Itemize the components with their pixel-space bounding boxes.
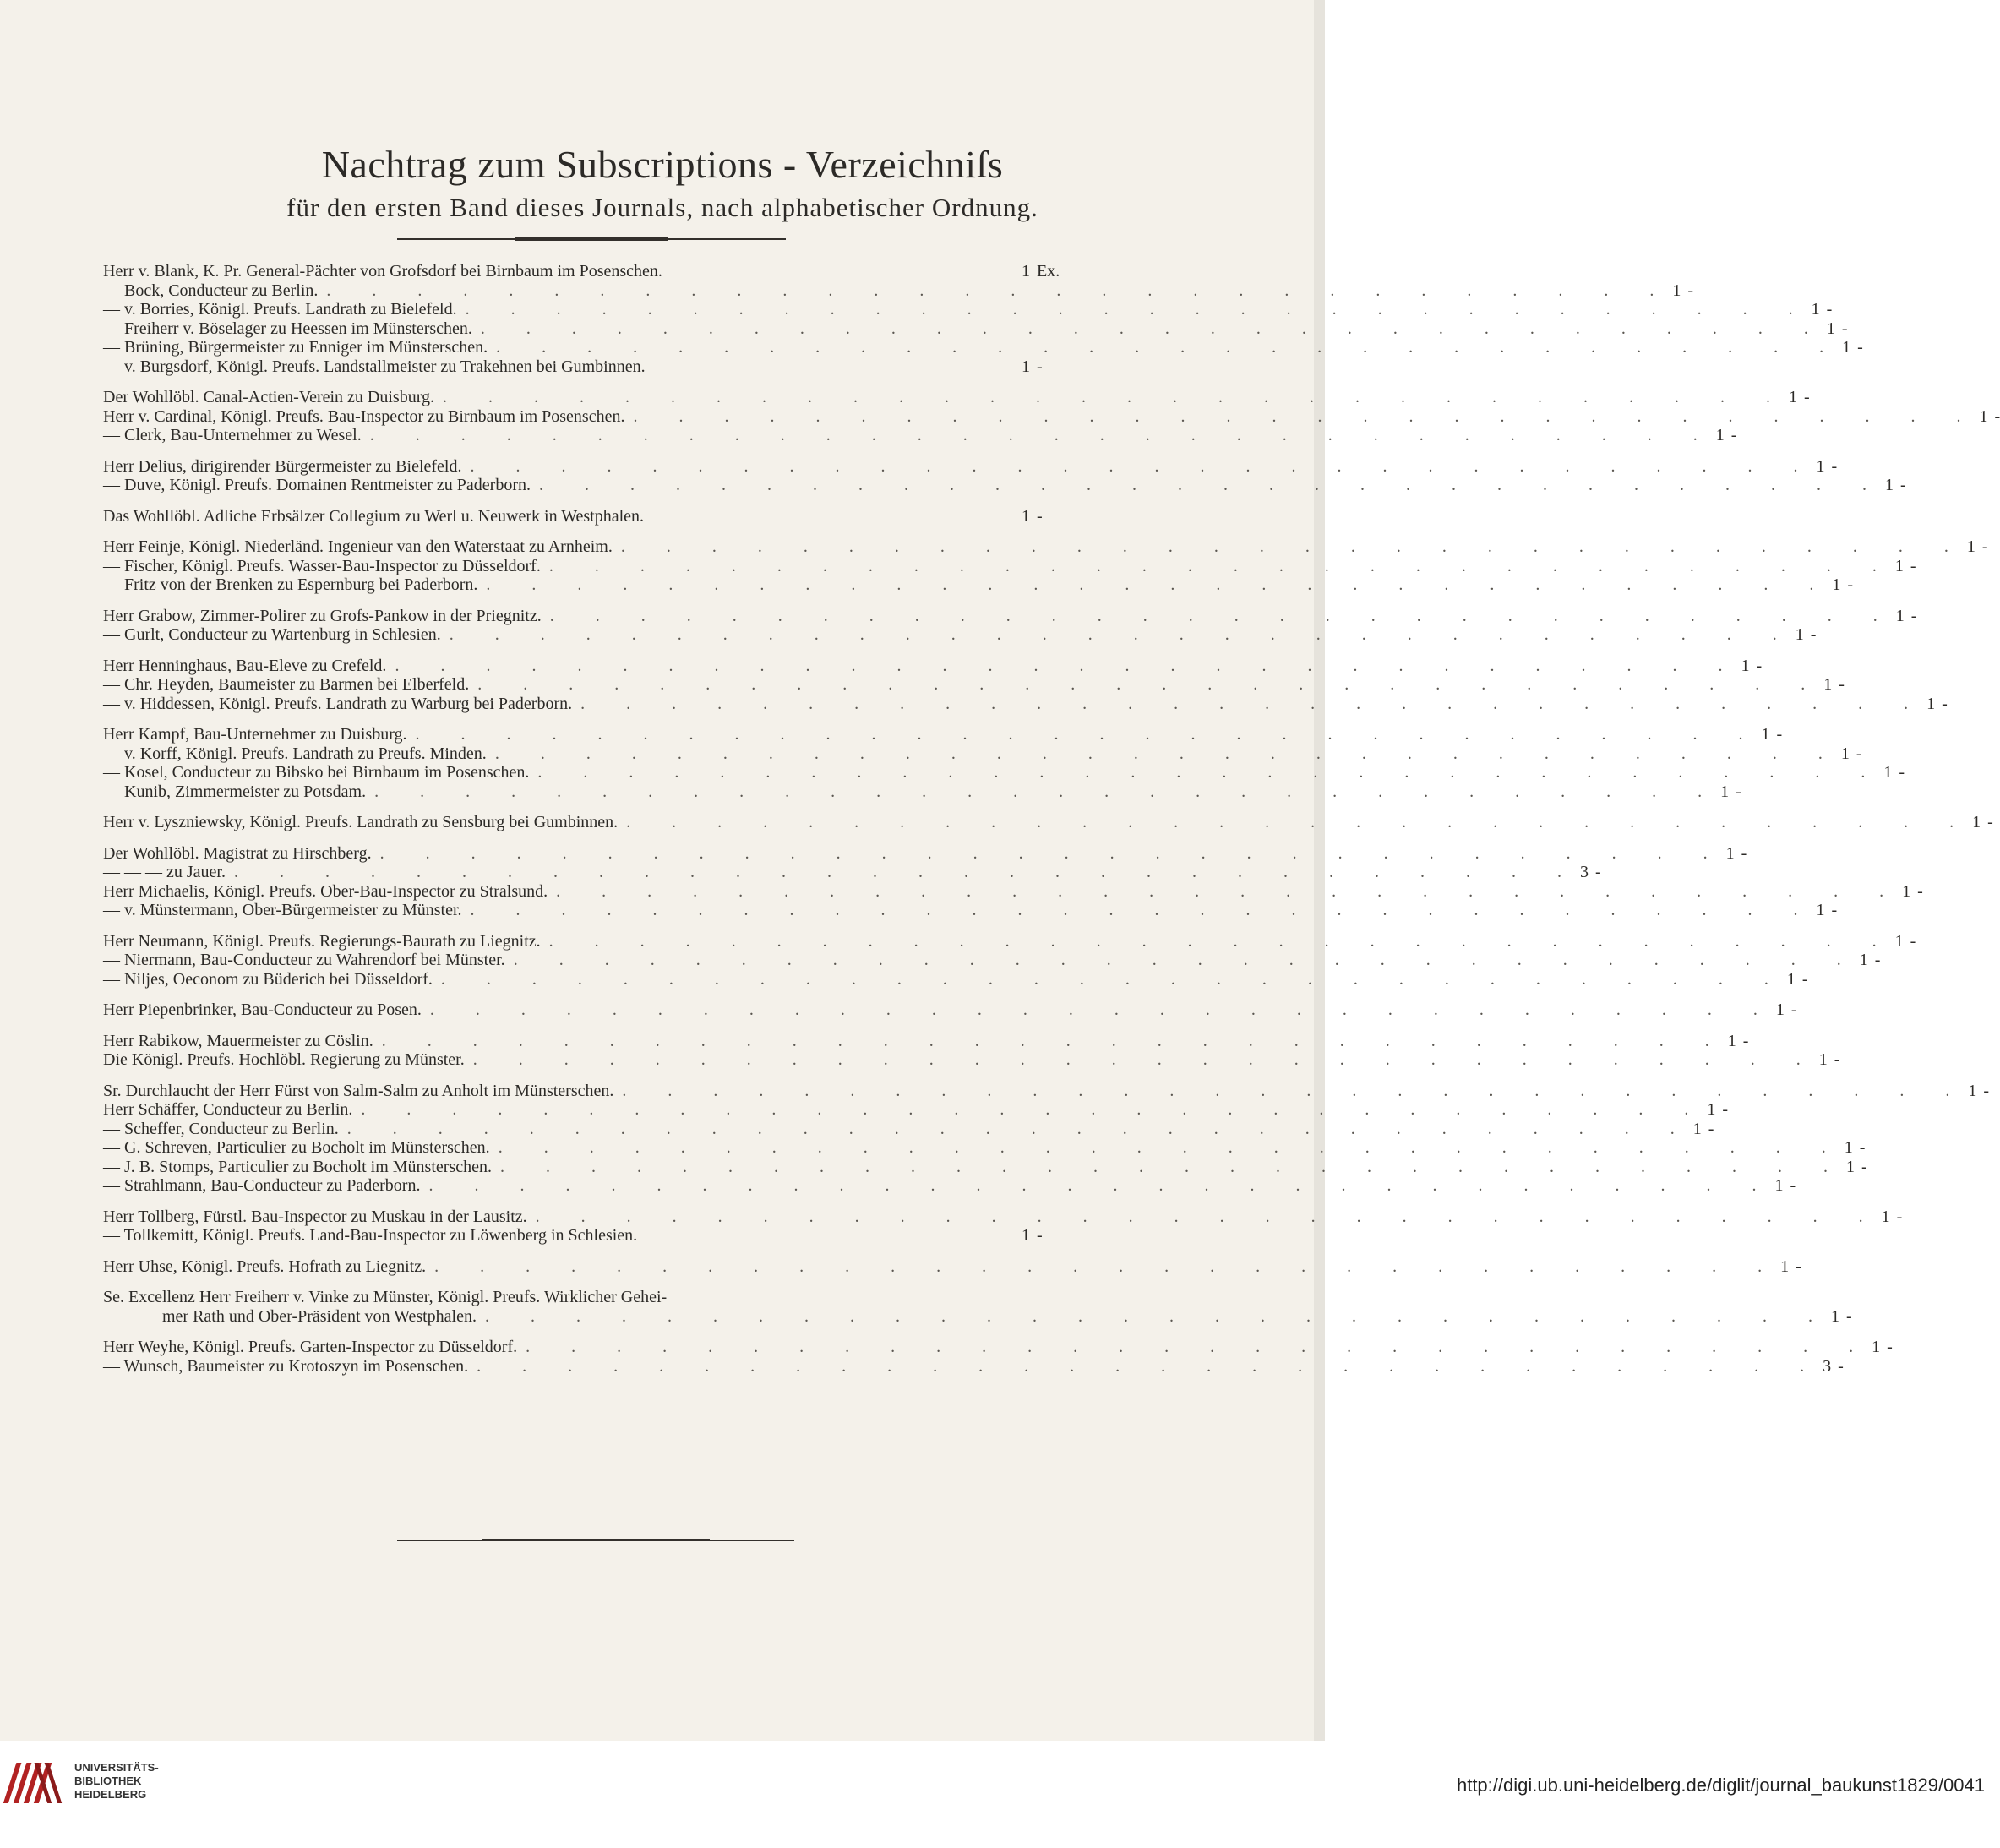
entry-group xyxy=(103,656,1948,714)
copy-count: 1 xyxy=(1830,1306,1839,1326)
entry-text: — Brüning, Bürgermeister zu Enniger im Münsterschen. xyxy=(103,338,488,357)
copy-count: 1 xyxy=(1022,506,1030,526)
copy-unit: - xyxy=(1037,1226,1043,1245)
source-url-link[interactable]: http://digi.ub.uni-heidelberg.de/diglit/journal_baukunst1829/0041 xyxy=(1456,1774,1985,1796)
leader-dots: . . . . . . . . . . . . . . . . . . . . . . . . . . . . . . xyxy=(484,1306,1831,1326)
subscriber-entry xyxy=(103,782,1741,802)
entry-text: — Fritz von der Brenken zu Espernburg bei Paderborn. xyxy=(103,575,478,594)
copy-unit: - xyxy=(1776,725,1783,744)
entry-text: — — — zu Jauer. xyxy=(103,863,226,881)
copy-unit: - xyxy=(1834,1050,1840,1069)
leader-dots: . . . . . . . . . . . . . . . . . . . . . . . . . . . . . . xyxy=(556,881,1903,901)
entry-text: — Bock, Conducteur zu Berlin. xyxy=(103,281,319,300)
leader-dots: . . . . . . . . . . . . . . . . . . . . . . . . . . . . . . xyxy=(626,813,1973,831)
entry-text: Herr Delius, dirigirender Bürgermeister zu Bielefeld. xyxy=(103,456,462,476)
entry-text: — Wunsch, Baumeister zu Krotoszyn im Posenschen. xyxy=(103,1356,469,1376)
entry-text: — v. Burgsdorf, Königl. Preufs. Landstallmeister zu Trakehnen bei Gumbinnen. xyxy=(103,357,646,376)
entry-text: — G. Schreven, Particulier zu Bocholt im Münsterschen. xyxy=(103,1138,490,1157)
copy-unit: - xyxy=(1790,1000,1797,1019)
leader-dots: . . . . . . . . . . . . . . . . . . . . . . . . . . . . . . xyxy=(548,931,1895,951)
subscriber-entry xyxy=(103,456,1838,477)
leader-dots: . . . . . . . . . . . . . . . . . . . . . . . . . . . . . . xyxy=(434,1257,1781,1276)
copy-count: 1 xyxy=(1872,1338,1881,1356)
footer-bar xyxy=(0,1741,1325,1848)
subscriber-entry xyxy=(103,357,1071,377)
copy-count: 1 xyxy=(1894,931,1904,951)
copy-count: 1 xyxy=(1725,843,1735,863)
copy-count: 1 xyxy=(1859,951,1868,969)
copy-count: 1 xyxy=(1926,694,1936,713)
subscriber-entry xyxy=(103,262,1071,281)
copy-unit: - xyxy=(1838,1356,1844,1376)
subscriber-entry xyxy=(103,300,1833,319)
leader-dots: . . . . . . . . . . . . . . . . . . . . . . . . . . . . . . xyxy=(472,1050,1819,1069)
entry-text: — Chr. Heyden, Baumeister zu Barmen bei Elberfeld. xyxy=(103,675,470,694)
copy-unit: - xyxy=(1742,1031,1749,1050)
entry-text: — Gurlt, Conducteur zu Wartenburg in Schlesien. xyxy=(103,625,441,644)
copy-unit: - xyxy=(1994,406,2000,426)
entry-text: Herr Michaelis, Königl. Preufs. Ober-Bau-Inspector zu Stralsund. xyxy=(103,881,548,901)
copy-count: 1 xyxy=(1979,406,1988,426)
leader-dots: . . . . . . . . . . . . . . . . . . . . . . . . . . . . . . xyxy=(480,319,1827,338)
subscriber-entry xyxy=(103,1081,1990,1101)
copy-unit: - xyxy=(1847,575,1854,594)
subscriber-entry xyxy=(103,969,1808,989)
leader-dots: . . . . . . . . . . . . . . . . . . . . . . . . . . . . . . xyxy=(513,951,1860,969)
copy-count: 1 xyxy=(1844,1138,1853,1157)
copy-count: 1 xyxy=(1022,1226,1030,1245)
subscriber-entry xyxy=(103,1157,1867,1177)
copy-unit: - xyxy=(1810,625,1817,644)
leader-dots: . . . . . . . . . . . . . . . . . . . . . . . . . . . . . . xyxy=(381,1031,1728,1050)
leader-dots: . . . . . . . . . . . . . . . . . . . . . . . . . . . . . . xyxy=(535,1207,1882,1226)
subscriber-entry xyxy=(103,863,1601,882)
leader-dots: . . . . . . . . . . . . . . . . . . . . . . . . . . . . . . xyxy=(526,1338,1872,1356)
subscriber-entry xyxy=(103,725,1783,744)
leader-dots: . . . . . . . . . . . . . . . . . . . . . . . . . . . . . . xyxy=(379,843,1726,863)
subscriber-entry xyxy=(103,338,1863,357)
leader-dots: . . . . . . . . . . . . . . . . . . . . . . . . . . . . . . xyxy=(415,725,1762,744)
entry-text: — v. Korff, Königl. Preufs. Landrath zu Preufs. Minden. xyxy=(103,744,487,763)
copy-unit: - xyxy=(1790,1176,1796,1195)
leader-dots: . . . . . . . . . . . . . . . . . . . . . . . . . . . . . . xyxy=(374,782,1721,801)
library-name-line: BIBLIOTHEK xyxy=(74,1774,142,1787)
entry-group xyxy=(103,262,1863,376)
subscriber-entry xyxy=(103,763,1905,782)
copy-count: 3 xyxy=(1579,863,1589,881)
entry-text: — Kunib, Zimmermeister zu Potsdam. xyxy=(103,782,367,801)
entry-text: — Niermann, Bau-Conducteur zu Wahrendorf bei Münster. xyxy=(103,951,505,969)
entry-text: — Scheffer, Conducteur zu Berlin. xyxy=(103,1119,339,1138)
copy-count: 1 xyxy=(1840,744,1850,763)
leader-dots: . . . . . . . . . . . . . . . . . . . . . . . . . . . . . . xyxy=(486,575,1833,594)
copy-count: 1 xyxy=(1780,1257,1790,1276)
library-name xyxy=(74,1761,159,1802)
library-name-line: UNIVERSITÄTS- xyxy=(74,1761,159,1774)
copy-unit: - xyxy=(1594,863,1601,881)
page-subtitle: für den ersten Band dieses Journals, nach alphabetischer Ordnung. xyxy=(286,193,1038,222)
copy-unit: - xyxy=(1899,763,1905,782)
copy-count: 1 xyxy=(1786,969,1796,989)
entry-text: Herr Tollberg, Fürstl. Bau-Inspector zu Muskau in der Lausitz. xyxy=(103,1207,527,1226)
copy-unit: - xyxy=(1845,1306,1852,1326)
copy-unit: - xyxy=(1804,388,1810,406)
copy-unit: - xyxy=(1741,843,1747,863)
entry-group xyxy=(103,1288,1852,1326)
subscriber-entry xyxy=(103,476,1906,495)
subscriber-entry xyxy=(103,507,1071,526)
copy-unit: - xyxy=(1831,456,1838,476)
copy-unit: - xyxy=(1722,1100,1729,1119)
copy-unit: - xyxy=(1900,476,1906,494)
subscriber-entry xyxy=(103,537,1988,557)
subscriber-entry xyxy=(103,951,1881,970)
subscriber-entry xyxy=(103,656,1763,676)
copy-unit: - xyxy=(1841,319,1848,338)
leader-dots: . . . . . . . . . . . . . . . . . . . . . . . . . . . . . . xyxy=(470,456,1817,476)
entry-group xyxy=(103,1257,1801,1277)
copy-count: 1 xyxy=(1968,1081,1977,1100)
subscriber-entry xyxy=(103,1226,1071,1246)
copy-count: 1 xyxy=(1881,1207,1890,1226)
entry-text: Herr Kampf, Bau-Unternehmer zu Duisburg. xyxy=(103,725,407,744)
leader-dots: . . . . . . . . . . . . . . . . . . . . . . . . . . . . . . xyxy=(498,1138,1845,1157)
leader-dots: . . . . . . . . . . . . . . . . . . . . . . . . . . . . . . xyxy=(465,300,1812,319)
subscriber-entry xyxy=(103,1176,1796,1196)
entry-group xyxy=(103,1207,1903,1246)
copy-unit: - xyxy=(1839,675,1845,694)
entry-group xyxy=(103,1338,1893,1376)
copy-count: 1 xyxy=(1823,675,1833,694)
copy-unit: - xyxy=(1910,606,1917,625)
leader-dots: . . . . . . . . . . . . . . . . . . . . . . . . . . . . . . xyxy=(326,281,1673,300)
leader-dots: . . . . . . . . . . . . . . . . . . . . . . . . . . . . . . xyxy=(633,406,1980,426)
entry-group xyxy=(103,813,1993,832)
entry-group xyxy=(103,1031,1840,1070)
subscriber-entry xyxy=(103,1257,1801,1277)
subscriber-entry xyxy=(103,426,1737,445)
leader-dots: . . . . . . . . . . . . . . . . . . . . . . . . . . . . . . xyxy=(361,1100,1708,1119)
copy-count: 1 xyxy=(1966,537,1975,556)
leader-dots: . . . . . . . . . . . . . . . . . . . . . . . . . . . . . . xyxy=(620,537,1967,556)
entry-text: Herr Neumann, Königl. Preufs. Regierungs-Baurath zu Liegnitz. xyxy=(103,931,541,951)
subscriber-entry xyxy=(103,1138,1866,1158)
leader-dots: . . . . . . . . . . . . . . . . . . . . . . . . . . . . . . xyxy=(470,901,1817,919)
entry-text: — Tollkemitt, Königl. Preufs. Land-Bau-Inspector zu Löwenberg in Schlesien. xyxy=(103,1226,638,1245)
entry-group xyxy=(103,456,1906,495)
leader-dots: . . . . . . . . . . . . . . . . . . . . . . . . . . . . . . xyxy=(549,606,1896,625)
copy-count: 1 xyxy=(1885,476,1894,494)
subscriber-entry xyxy=(103,1050,1840,1070)
entry-text: Herr Rabikow, Mauermeister zu Cöslin. xyxy=(103,1031,373,1050)
entry-text: — Clerk, Bau-Unternehmer zu Wesel. xyxy=(103,426,362,444)
copy-unit: - xyxy=(1859,1138,1866,1157)
leader-dots: . . . . . . . . . . . . . . . . . . . . . . . . . . . . . . xyxy=(539,476,1886,494)
subscriber-entry xyxy=(103,625,1817,645)
entry-text: Herr Grabow, Zimmer-Polirer zu Grofs-Pankow in der Priegnitz. xyxy=(103,606,542,625)
copy-unit: - xyxy=(1730,426,1737,444)
copy-count: 1 xyxy=(1883,763,1893,782)
copy-unit: - xyxy=(1987,813,1993,831)
leader-dots: . . . . . . . . . . . . . . . . . . . . . . . . . . . . . . xyxy=(395,656,1741,675)
entry-group xyxy=(103,725,1905,801)
copy-count: 1 xyxy=(1895,606,1905,625)
leader-dots: . . . . . . . . . . . . . . . . . . . . . . . . . . . . . . xyxy=(346,1119,1693,1138)
copy-count: 1 xyxy=(1720,782,1730,801)
subscriber-entry xyxy=(103,675,1845,695)
leader-dots: . . . . . . . . . . . . . . . . . . . . . . . . . . . . . . xyxy=(580,694,1927,713)
subscriber-list xyxy=(103,262,2000,1387)
copy-count: 1 xyxy=(1789,388,1798,406)
entry-text: mer Rath und Ober-Präsident von Westphalen. xyxy=(162,1306,477,1326)
copy-count: 1 xyxy=(1816,456,1825,476)
entry-text: Herr Weyhe, Königl. Preufs. Garten-Inspector zu Düsseldorf. xyxy=(103,1338,518,1356)
copy-unit: Ex. xyxy=(1037,262,1060,281)
entry-text: — v. Borries, Königl. Preufs. Landrath zu Bielefeld. xyxy=(103,300,457,319)
copy-unit: - xyxy=(1910,931,1916,951)
subscriber-entry xyxy=(103,606,1917,626)
copy-unit: - xyxy=(1037,357,1043,376)
subscriber-entry xyxy=(103,556,1916,576)
copy-unit: - xyxy=(1910,556,1916,575)
copy-count: 1 xyxy=(1692,1119,1702,1138)
entry-text: Das Wohllöbl. Adliche Erbsälzer Collegium zu Werl u. Neuwerk in Westphalen. xyxy=(103,506,645,526)
library-name-line: HEIDELBERG xyxy=(74,1788,147,1801)
copy-unit: - xyxy=(1736,782,1741,801)
copy-unit: - xyxy=(1896,1207,1903,1226)
library-logo-icon xyxy=(14,1756,68,1810)
copy-count: 1 xyxy=(1902,881,1911,901)
leader-dots: . . . . . . . . . . . . . . . . . . . . . . . . . . . . . . xyxy=(496,338,1843,357)
entry-text: — Duve, Königl. Preufs. Domainen Rentmeister zu Paderborn. xyxy=(103,476,531,494)
entry-group xyxy=(103,606,1917,645)
bottom-divider-bold xyxy=(482,1539,710,1541)
copy-unit: - xyxy=(1917,881,1923,901)
copy-unit: - xyxy=(1887,1338,1893,1356)
subscriber-entry xyxy=(103,1031,1749,1051)
copy-count: 1 xyxy=(1022,357,1030,376)
subscriber-entry xyxy=(103,281,1694,301)
subscriber-entry xyxy=(103,1100,1729,1120)
leader-dots: . . . . . . . . . . . . . . . . . . . . . . . . . . . . . . xyxy=(494,744,1841,763)
entry-text: Sr. Durchlaucht der Herr Fürst von Salm-Salm zu Anholt im Münsterschen. xyxy=(103,1081,614,1100)
entry-text: — Niljes, Oeconom zu Büderich bei Düsseldorf. xyxy=(103,969,433,989)
entry-text: Herr Feinje, Königl. Niederländ. Ingenieur van den Waterstaat zu Arnheim. xyxy=(103,537,613,556)
copy-count: 1 xyxy=(1761,725,1770,744)
subscriber-entry xyxy=(103,1356,1844,1376)
leader-dots: . . . . . . . . . . . . . . . . . . . . . . . . . . . . . . xyxy=(428,1176,1775,1195)
copy-count: 1 xyxy=(1816,901,1825,919)
subscriber-entry xyxy=(103,843,1747,864)
entry-text: — v. Münstermann, Ober-Bürgermeister zu Münster. xyxy=(103,901,462,919)
subscriber-entry xyxy=(103,1000,1797,1020)
copy-unit: - xyxy=(1983,1081,1990,1100)
leader-dots: . . . . . . . . . . . . . . . . . . . . . . . . . . . . . . xyxy=(443,388,1790,406)
entry-group xyxy=(103,843,1923,920)
leader-dots: . . . . . . . . . . . . . . . . . . . . . . . . . . . . . . xyxy=(369,426,1716,444)
entry-text: Herr v. Lyszniewsky, Königl. Preufs. Landrath zu Sensburg bei Gumbinnen. xyxy=(103,813,619,831)
top-divider-bold xyxy=(515,237,668,241)
copy-count: 1 xyxy=(1022,262,1030,281)
subscriber-entry xyxy=(103,931,1916,951)
leader-dots: . . . . . . . . . . . . . . . . . . . . . . . . . . . . . . xyxy=(477,1356,1823,1376)
entry-text: Herr Henninghaus, Bau-Eleve zu Crefeld. xyxy=(103,656,387,675)
entry-text: Herr Uhse, Königl. Preufs. Hofrath zu Liegnitz. xyxy=(103,1257,427,1276)
copy-count: 1 xyxy=(1826,319,1835,338)
leader-dots: . . . . . . . . . . . . . . . . . . . . . . . . . . . . . . xyxy=(233,863,1580,881)
subscriber-entry xyxy=(103,575,1854,595)
entry-group xyxy=(103,1000,1797,1020)
leader-dots: . . . . . . . . . . . . . . . . . . . . . . . . . . . . . . xyxy=(537,763,1884,782)
subscriber-entry xyxy=(103,1119,1714,1139)
subscriber-entry xyxy=(103,901,1838,920)
copy-count: 1 xyxy=(1894,556,1904,575)
copy-count: 1 xyxy=(1972,813,1981,831)
subscriber-entry xyxy=(103,813,1993,832)
copy-unit: - xyxy=(1796,1257,1801,1276)
copy-unit: - xyxy=(1857,338,1863,357)
entry-text: — Freiherr v. Böselager zu Heessen im Münsterschen. xyxy=(103,319,472,338)
subscriber-entry xyxy=(103,881,1923,902)
copy-count: 1 xyxy=(1811,300,1820,319)
copy-unit: - xyxy=(1756,656,1763,675)
copy-unit: - xyxy=(1981,537,1988,556)
copy-unit: - xyxy=(1708,1119,1714,1138)
copy-count: 1 xyxy=(1775,1000,1785,1019)
entry-text: Se. Excellenz Herr Freiherr v. Vinke zu Münster, Königl. Preufs. Wirklicher Gehei- xyxy=(103,1288,668,1306)
copy-unit: - xyxy=(1831,901,1838,919)
entry-text: — Fischer, Königl. Preufs. Wasser-Bau-Inspector zu Düsseldorf. xyxy=(103,556,541,575)
subscriber-entry xyxy=(103,388,1810,407)
subscriber-entry xyxy=(103,1338,1893,1357)
copy-count: 1 xyxy=(1727,1031,1736,1050)
entry-text: Herr v. Blank, K. Pr. General-Pächter von Grofsdorf bei Birnbaum im Posenschen. xyxy=(103,262,662,281)
subscriber-entry xyxy=(103,1288,1071,1307)
copy-count: 1 xyxy=(1832,575,1841,594)
leader-dots: . . . . . . . . . . . . . . . . . . . . . . . . . . . . . . xyxy=(440,969,1787,989)
subscriber-entry xyxy=(103,1306,1852,1327)
subscriber-entry xyxy=(103,406,2000,427)
entry-group xyxy=(103,1081,1990,1196)
copy-count: 1 xyxy=(1672,281,1681,300)
copy-unit: - xyxy=(1826,300,1833,319)
entry-text: Herr v. Cardinal, Königl. Preufs. Bau-Inspector zu Birnbaum im Posenschen. xyxy=(103,406,625,426)
leader-dots: . . . . . . . . . . . . . . . . . . . . . . . . . . . . . . xyxy=(622,1081,1969,1100)
entry-group xyxy=(103,388,2000,445)
subscriber-entry xyxy=(103,744,1862,764)
entry-group xyxy=(103,931,1916,989)
copy-unit: - xyxy=(1037,506,1043,526)
entry-text: Der Wohllöbl. Magistrat zu Hirschberg. xyxy=(103,843,372,863)
copy-count: 1 xyxy=(1715,426,1725,444)
copy-unit: - xyxy=(1856,744,1862,763)
entry-text: — J. B. Stomps, Particulier zu Bocholt im Münsterschen. xyxy=(103,1157,492,1176)
page-title: Nachtrag zum Subscriptions - Verzeichniſs xyxy=(321,143,1004,186)
subscriber-entry xyxy=(103,319,1848,339)
copy-count: 1 xyxy=(1774,1176,1784,1195)
subscriber-entry xyxy=(103,694,1948,714)
copy-count: 1 xyxy=(1842,338,1851,357)
leader-dots: . . . . . . . . . . . . . . . . . . . . . . . . . . . . . . xyxy=(548,556,1895,575)
copy-count: 1 xyxy=(1795,625,1804,644)
copy-unit: - xyxy=(1687,281,1694,300)
leader-dots: . . . . . . . . . . . . . . . . . . . . . . . . . . . . . . xyxy=(429,1000,1776,1019)
copy-count: 1 xyxy=(1845,1157,1855,1176)
leader-dots: . . . . . . . . . . . . . . . . . . . . . . . . . . . . . . xyxy=(499,1157,1846,1176)
entry-text: — v. Hiddessen, Königl. Preufs. Landrath zu Warburg bei Paderborn. xyxy=(103,694,573,713)
copy-count: 1 xyxy=(1707,1100,1716,1119)
copy-count: 1 xyxy=(1818,1050,1828,1069)
copy-unit: - xyxy=(1874,951,1881,969)
entry-text: — Kosel, Conducteur zu Bibsko bei Birnbaum im Posenschen. xyxy=(103,763,530,782)
subscriber-entry xyxy=(103,1207,1903,1227)
entry-text: — Strahlmann, Bau-Conducteur zu Paderborn. xyxy=(103,1176,421,1195)
leader-dots: . . . . . . . . . . . . . . . . . . . . . . . . . . . . . . xyxy=(449,625,1796,644)
copy-count: 1 xyxy=(1741,656,1750,675)
entry-group xyxy=(103,507,1071,526)
copy-unit: - xyxy=(1801,969,1808,989)
copy-unit: - xyxy=(1942,694,1948,713)
leader-dots: . . . . . . . . . . . . . . . . . . . . . . . . . . . . . . xyxy=(477,675,1824,694)
copy-unit: - xyxy=(1861,1157,1867,1176)
copy-count: 3 xyxy=(1823,1356,1832,1376)
entry-group xyxy=(103,537,1988,595)
entry-text: Herr Piepenbrinker, Bau-Conducteur zu Posen. xyxy=(103,1000,422,1019)
entry-text: Der Wohllöbl. Canal-Actien-Verein zu Duisburg. xyxy=(103,388,435,406)
entry-text: Herr Schäffer, Conducteur zu Berlin. xyxy=(103,1100,353,1119)
entry-text: Die Königl. Preufs. Hochlöbl. Regierung zu Münster. xyxy=(103,1050,465,1069)
